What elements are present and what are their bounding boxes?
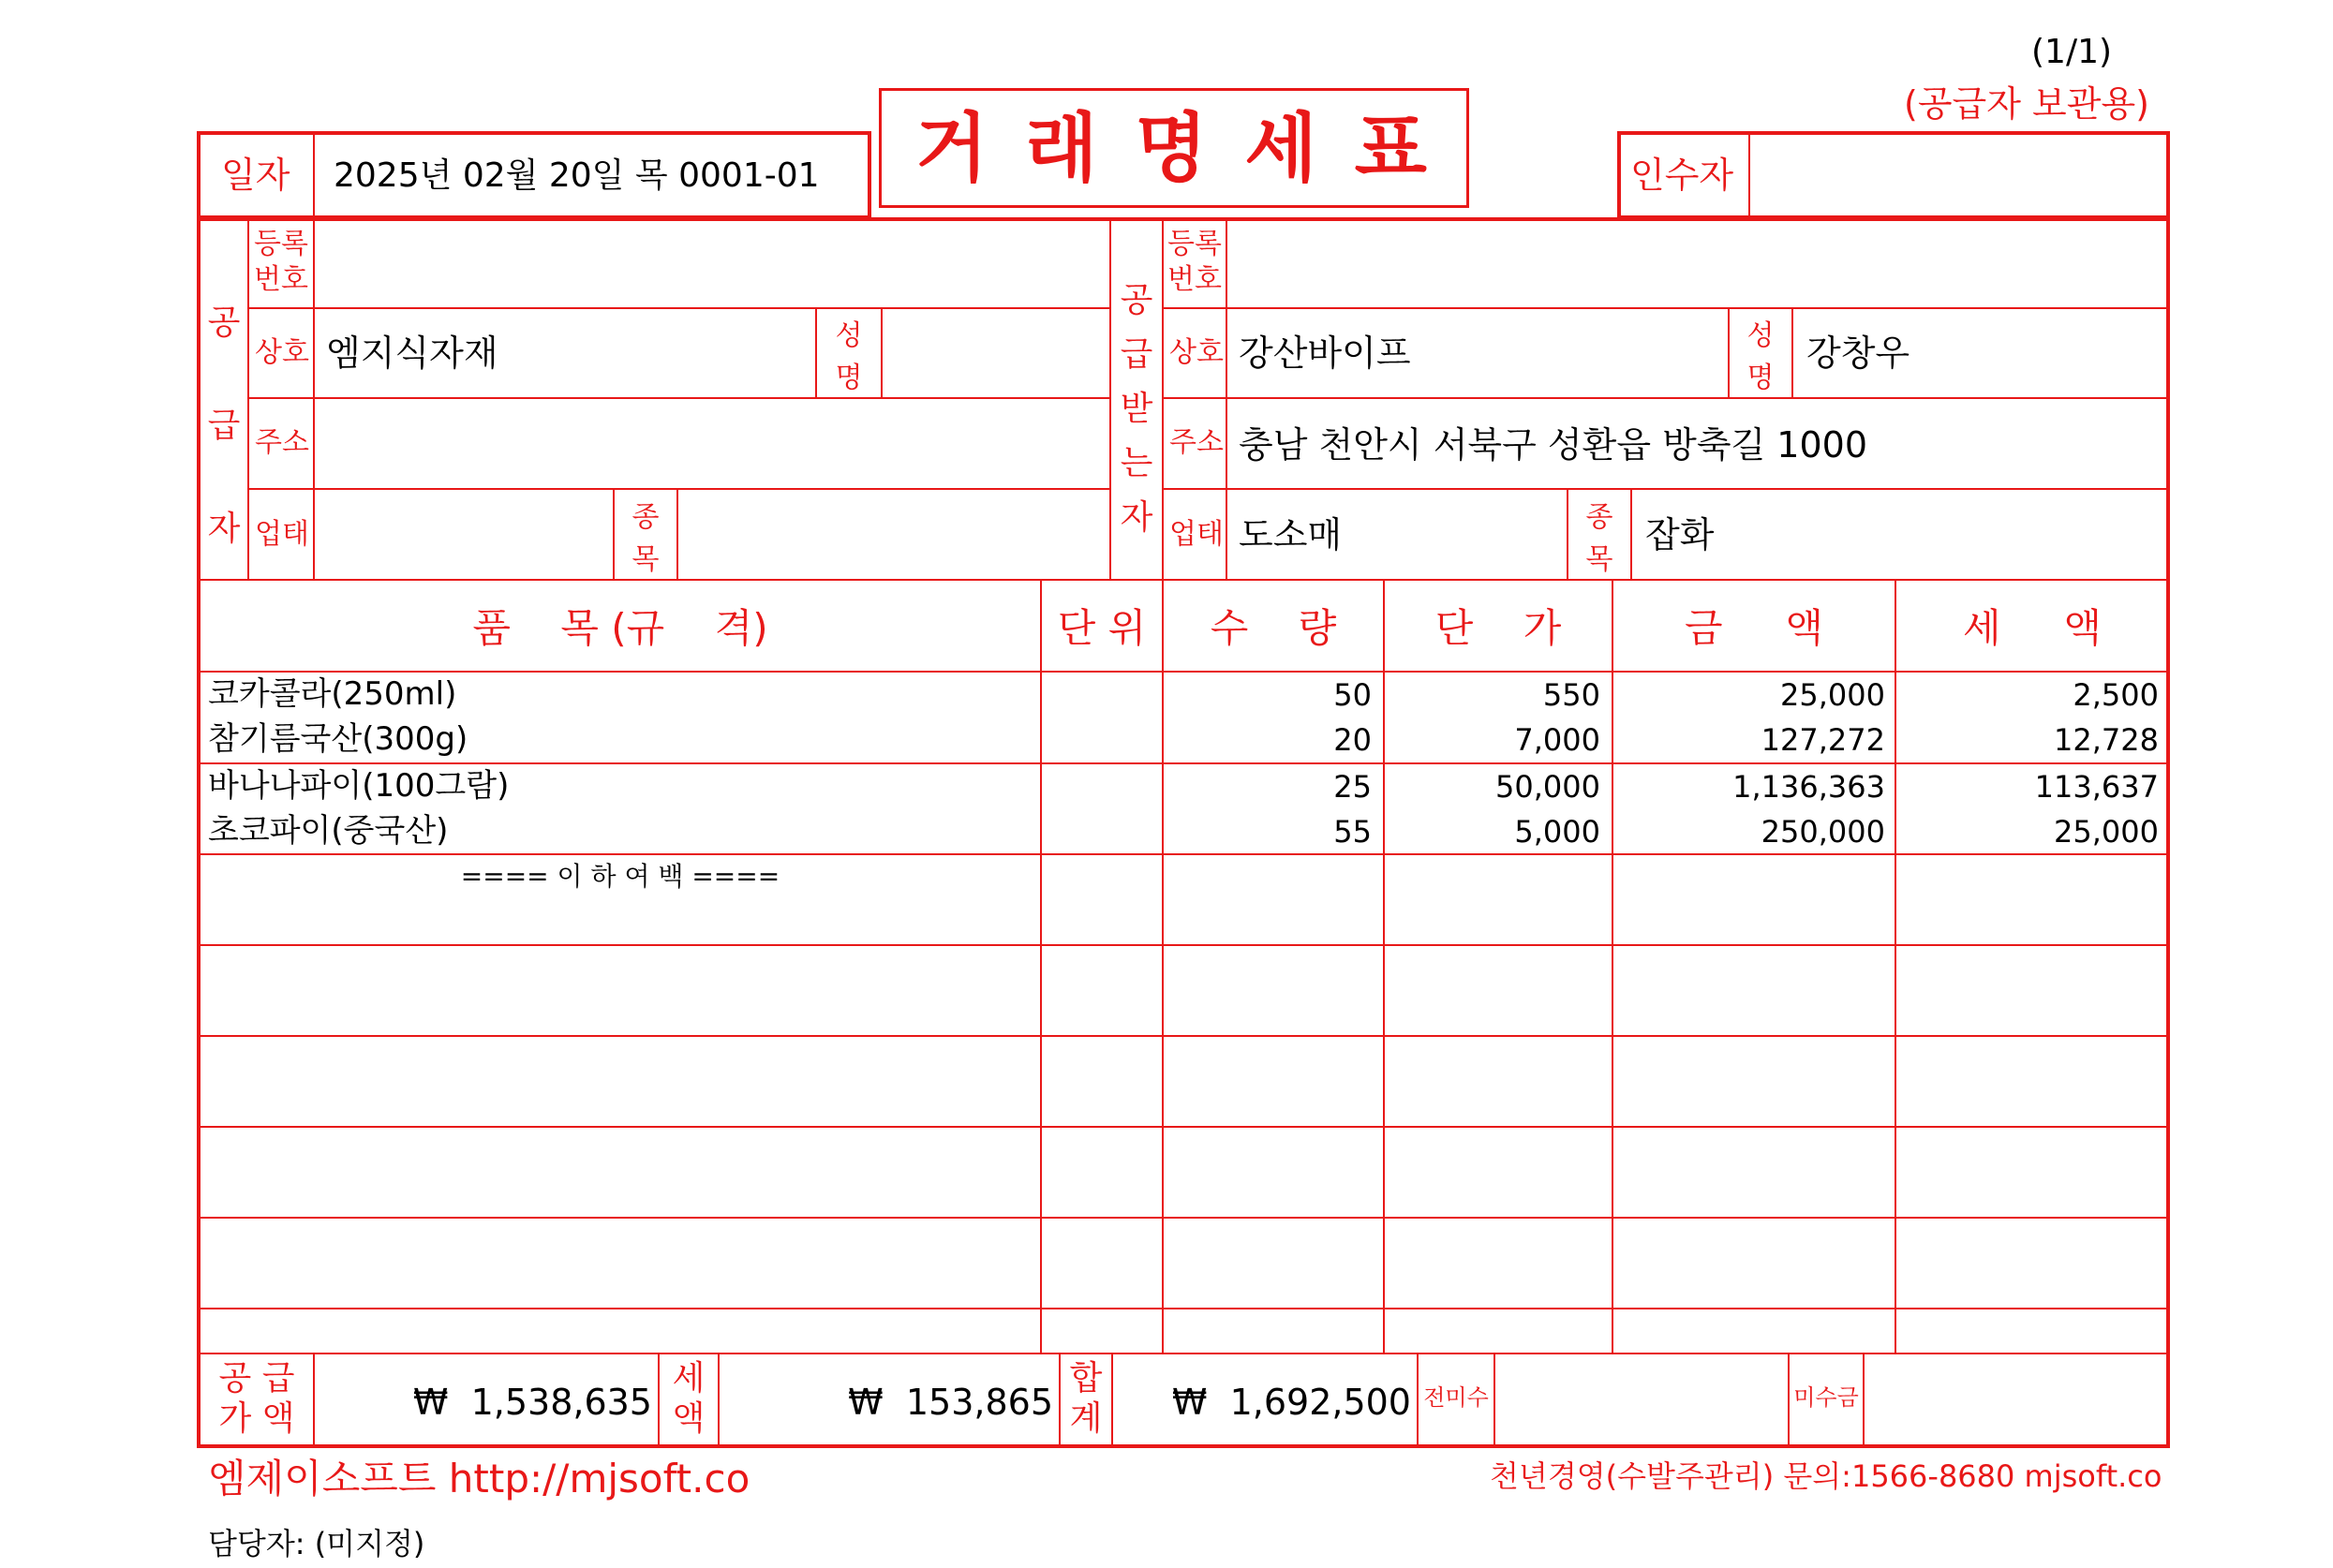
col-header-tax: 세 액 <box>1963 605 2102 651</box>
promo-text: 천년경영(수발주관리) 문의:1566-8680 mjsoft.co <box>1490 1458 2162 1494</box>
grand-total-label: 합 계 <box>1069 1359 1103 1439</box>
grand-total-value: ₩ 1,692,500 <box>1171 1382 1411 1423</box>
row-tax: 12,728 <box>2054 722 2159 758</box>
buyer-name-label: 상호 <box>1169 336 1224 369</box>
row-qty: 25 <box>1333 769 1372 805</box>
document-title: 거 래 명 세 표 <box>915 105 1433 192</box>
supplier-side-char: 급 <box>207 407 241 445</box>
buyer-person-value: 강창우 <box>1806 333 1910 374</box>
row-item: 참기름국산(300g) <box>208 720 468 758</box>
date-label: 일자 <box>221 155 290 196</box>
tax-total-label: 세 액 <box>672 1359 706 1439</box>
buyer-name-value: 강산바이프 <box>1239 333 1411 374</box>
supply-amount-value: ₩ 1,538,635 <box>412 1382 652 1423</box>
tax-total-value: ₩ 153,865 <box>848 1382 1053 1423</box>
row-item: 바나나파이(100그람) <box>208 767 510 805</box>
row-qty: 55 <box>1333 814 1372 850</box>
buyer-side-char: 공 <box>1120 281 1153 319</box>
row-qty: 50 <box>1333 677 1372 713</box>
row-amount: 1,136,363 <box>1732 769 1885 805</box>
buyer-side-char: 급 <box>1120 335 1153 374</box>
col-header-qty: 수 량 <box>1210 605 1337 651</box>
row-price: 5,000 <box>1514 814 1600 850</box>
supplier-business-label: 업태 <box>255 518 309 551</box>
title-box <box>879 88 1469 208</box>
buyer-side-char: 자 <box>1120 498 1153 537</box>
supplier-name-value: 엠지식자재 <box>326 333 498 374</box>
buyer-item-label: 종 목 <box>1585 501 1613 576</box>
row-item: 초코파이(중국산) <box>208 812 449 850</box>
supplier-side-char: 공 <box>207 303 241 342</box>
row-price: 550 <box>1542 677 1600 713</box>
buyer-side-char: 는 <box>1120 444 1153 482</box>
company-link[interactable]: 엠제이소프트 http://mjsoft.co <box>208 1456 750 1501</box>
supplier-name-label: 상호 <box>255 336 309 369</box>
supplier-item-label: 종 목 <box>632 501 660 576</box>
col-header-price: 단 가 <box>1434 605 1562 651</box>
buyer-address-value: 충남 천안시 서북구 성환읍 방축길 1000 <box>1239 424 1868 466</box>
prev-unpaid-label: 전미수 <box>1423 1384 1489 1411</box>
row-qty: 20 <box>1333 722 1372 758</box>
supplier-person-label: 성 명 <box>835 319 863 394</box>
buyer-business-label: 업태 <box>1169 518 1224 551</box>
row-amount: 250,000 <box>1761 814 1885 850</box>
receiver-sign-label: 인수자 <box>1630 155 1734 196</box>
buyer-item-value: 잡화 <box>1645 514 1715 555</box>
row-tax: 113,637 <box>2034 769 2159 805</box>
buyer-side-label <box>1111 274 1162 545</box>
blank-marker: ==== 이 하 여 백 ==== <box>460 861 780 892</box>
supplier-side-label <box>201 272 247 581</box>
buyer-side-char: 받 <box>1120 390 1153 428</box>
supplier-side-char: 자 <box>207 510 241 548</box>
supplier-reg-label: 등록 번호 <box>254 228 308 296</box>
unpaid-label: 미수금 <box>1793 1384 1859 1411</box>
buyer-person-label: 성 명 <box>1746 319 1775 394</box>
row-amount: 25,000 <box>1780 677 1885 713</box>
row-tax: 2,500 <box>2073 677 2159 713</box>
buyer-reg-label: 등록 번호 <box>1167 228 1222 296</box>
buyer-address-label: 주소 <box>1169 426 1224 459</box>
page-indicator: (1/1) <box>2031 33 2113 71</box>
col-header-amount: 금 액 <box>1685 605 1823 651</box>
copy-label: (공급자 보관용) <box>1904 83 2149 125</box>
row-item: 코카콜라(250ml) <box>208 675 457 713</box>
buyer-business-value: 도소매 <box>1239 514 1343 555</box>
date-value: 2025년 02월 20일 목 0001-01 <box>334 156 820 195</box>
manager-text: 담당자: (미지정) <box>208 1526 425 1561</box>
col-header-item: 품 목 (규 격) <box>472 605 768 651</box>
supply-amount-label: 공 급 가 액 <box>218 1359 295 1439</box>
supplier-address-label: 주소 <box>255 426 309 459</box>
row-tax: 25,000 <box>2054 814 2159 850</box>
col-header-unit: 단 위 <box>1057 605 1147 651</box>
row-price: 50,000 <box>1495 769 1600 805</box>
row-price: 7,000 <box>1514 722 1600 758</box>
row-amount: 127,272 <box>1761 722 1885 758</box>
